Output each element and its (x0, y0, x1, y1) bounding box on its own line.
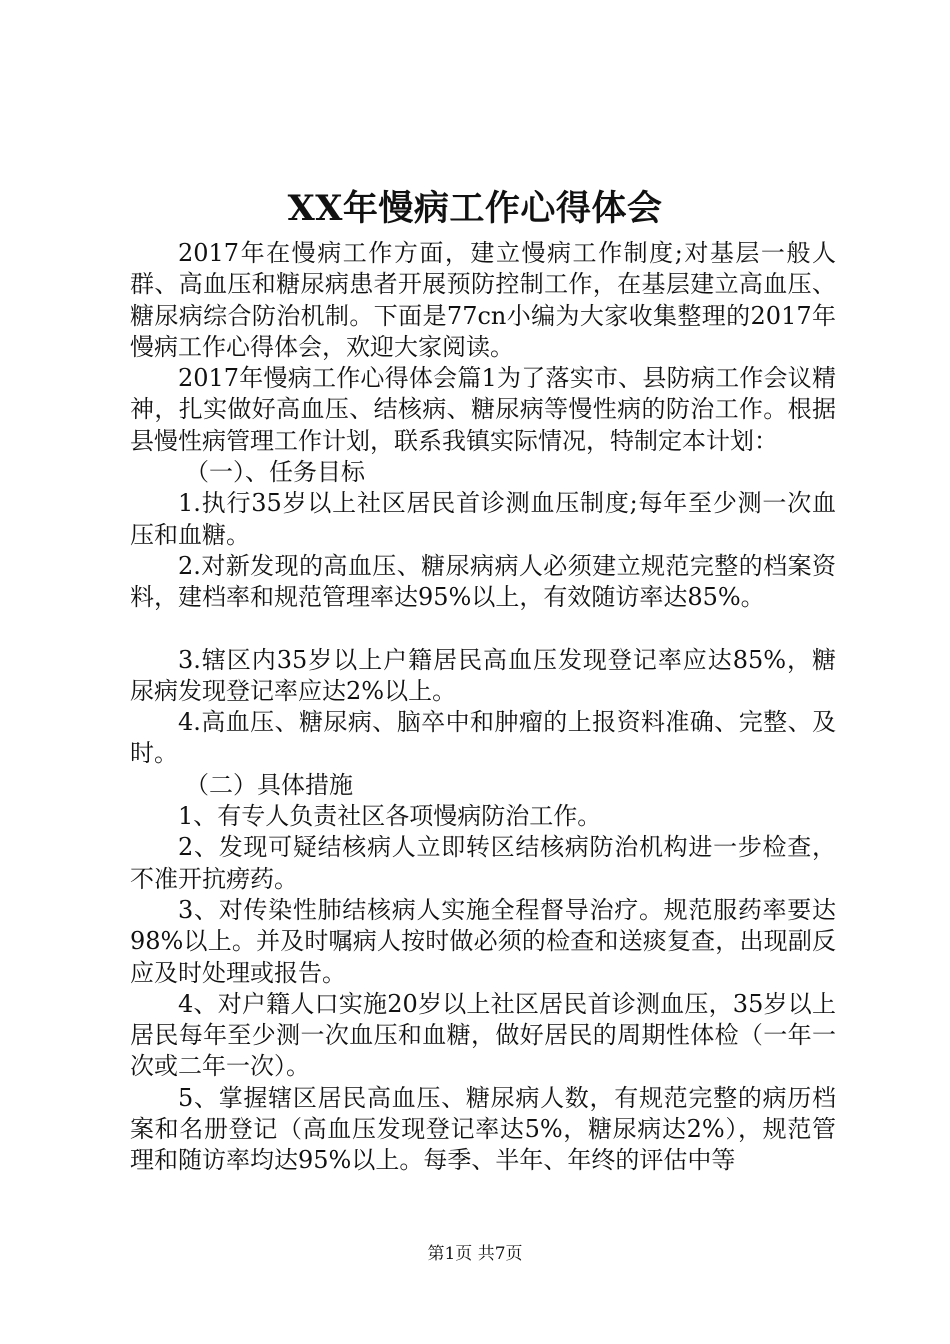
section-heading-goals: （一）、任务目标 (185, 458, 365, 487)
goal-item-4: 4.高血压、糖尿病、脑卒中和肿瘤的上报资料准确、完整、及时。 (130, 708, 836, 768)
blank-line (130, 614, 836, 645)
intro-paragraph: 2017年在慢病工作方面，建立慢病工作制度;对基层一般人群、高血压和糖尿病患者开展预防控制工作，在基层建立高血压、糖尿病综合防治机制。下面是77cn小编为大家收集整理的2017年慢病工作心得体会，欢迎大家阅读。 (130, 239, 836, 361)
measure-item-4: 4、对户籍人口实施20岁以上社区居民首诊测血压，35岁以上居民每年至少测一次血压和血糖，做好居民的周期性体检（一年一次或二年一次）。 (130, 989, 836, 1081)
measure-item-5: 5、掌握辖区居民高血压、糖尿病人数，有规范完整的病历档案和名册登记（高血压发现登记率达5%，糖尿病达2%），规范管理和随访率均达95%以上。每季、半年、年终的评估中等 (130, 1083, 836, 1175)
measure-item-2: 2、发现可疑结核病人立即转区结核病防治机构进一步检查，不准开抗痨药。 (130, 833, 836, 893)
goal-item-2: 2.对新发现的高血压、糖尿病病人必须建立规范完整的档案资料，建档率和规范管理率达95%以上，有效随访率达85%。 (130, 551, 836, 612)
document-body (130, 238, 836, 1177)
goal-item-3: 3.辖区内35岁以上户籍居民高血压发现登记率应达85%，糖尿病发现登记率应达2%以上。 (130, 645, 836, 705)
measure-item-1: 1、有专人负责社区各项慢病防治工作。 (178, 802, 602, 831)
goal-item-1: 1.执行35岁以上社区居民首诊测血压制度;每年至少测一次血压和血糖。 (130, 489, 836, 549)
measure-item-3: 3、对传染性肺结核病人实施全程督导治疗。规范服药率要达98%以上。并及时嘱病人按时做必须的检查和送痰复查，出现副反应及时处理或报告。 (130, 895, 836, 987)
section-heading-measures: （二）具体措施 (185, 770, 353, 799)
article-opening-paragraph: 2017年慢病工作心得体会篇1为了落实市、县防病工作会议精神，扎实做好高血压、结核病、糖尿病等慢性病的防治工作。根据县慢性病管理工作计划，联系我镇实际情况，特制定本计划： (130, 364, 836, 455)
page-number-footer: 第1页 共7页 (427, 1244, 523, 1264)
document-title: XX年慢病工作心得体会 (287, 188, 663, 229)
